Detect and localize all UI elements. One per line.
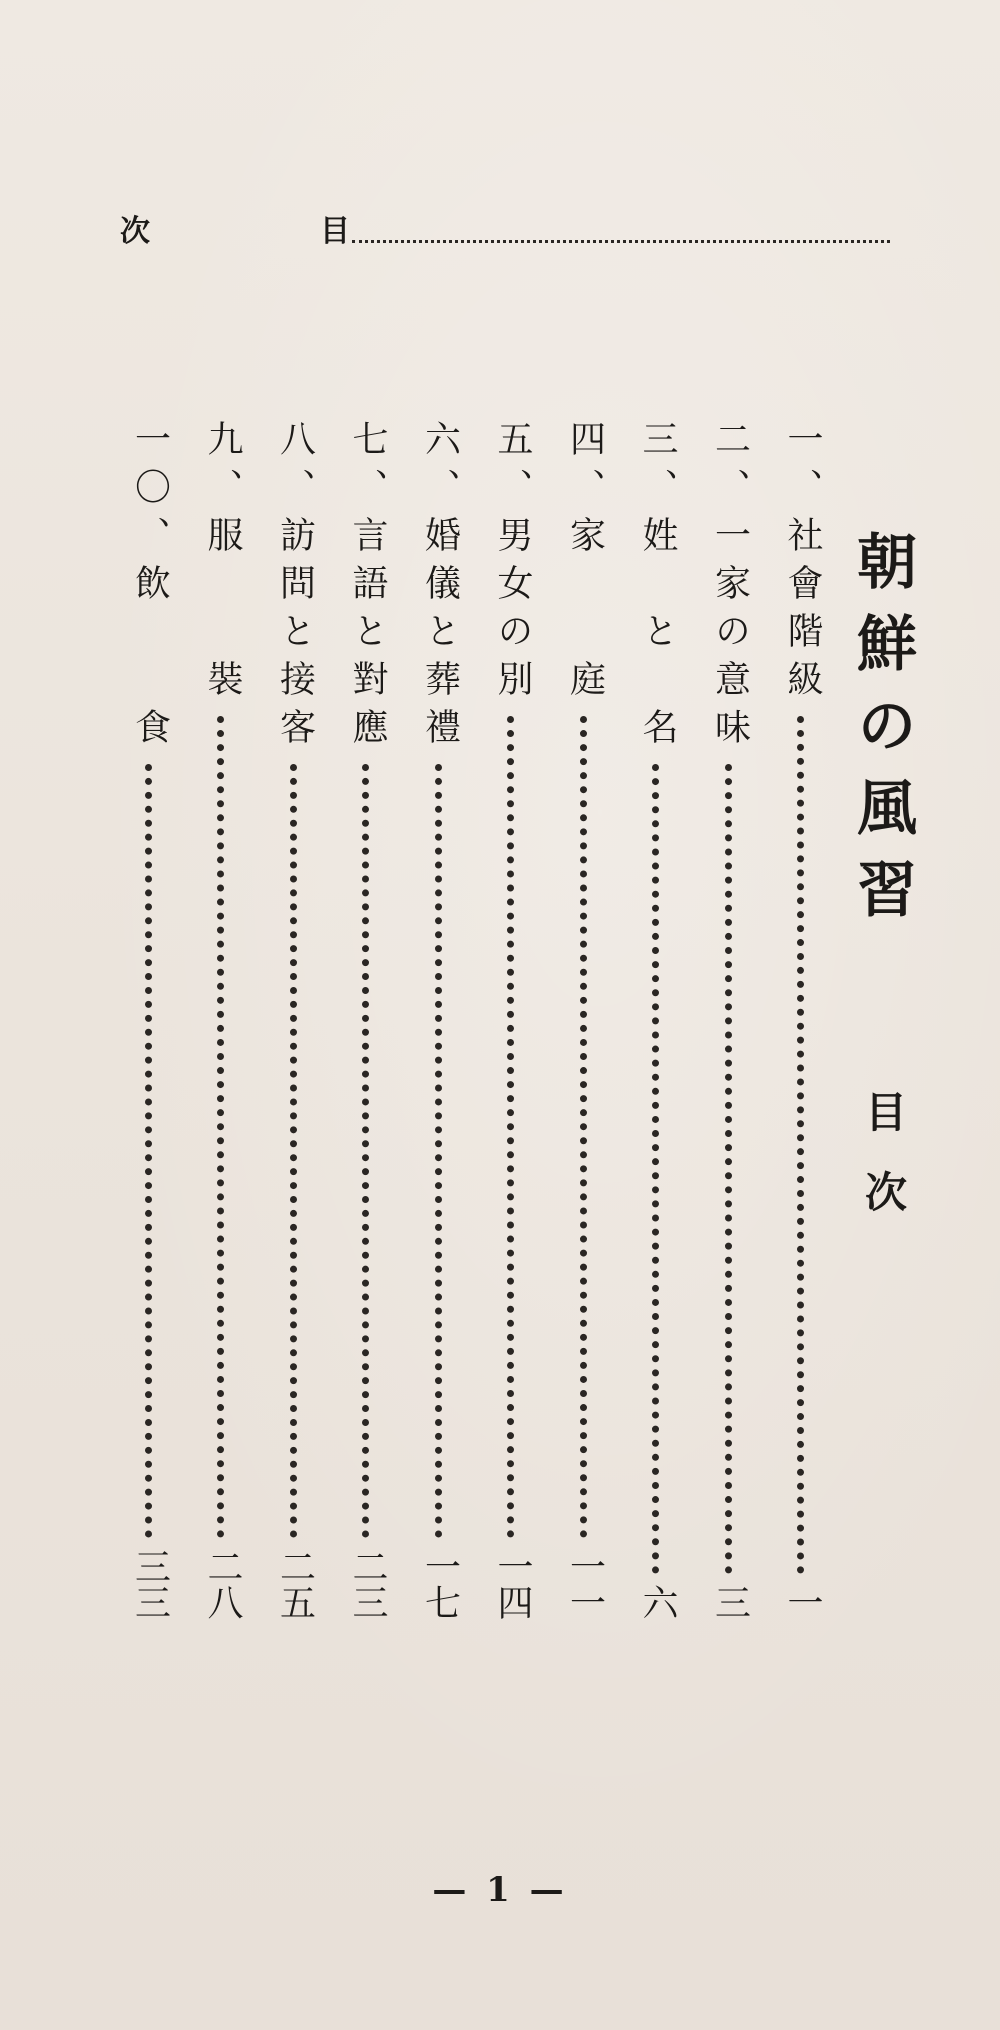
toc-entry <box>704 420 756 1620</box>
toc-entry <box>269 420 321 1620</box>
toc-entry-title: 三、姓 と 名 <box>637 420 678 756</box>
toc-entry-title: 七、言語と對應 <box>347 420 388 756</box>
toc-entry-title: 二、一家の意味 <box>709 420 751 756</box>
toc-entry-title: 八、訪問と接客 <box>274 420 316 756</box>
toc-leader-dots <box>725 764 732 1574</box>
toc-entry-title: 六、婚儀と葬禮 <box>419 420 461 756</box>
toc-leader-dots <box>362 764 369 1538</box>
toc-entry <box>776 420 828 1620</box>
running-header-moku: 目 <box>320 214 350 249</box>
toc-entry <box>414 420 466 1620</box>
toc-entry <box>124 420 176 1620</box>
toc-leader-dots <box>652 764 659 1574</box>
running-header-rule <box>352 240 890 243</box>
toc-entry-title: 一、社會階級 <box>782 420 823 708</box>
toc-leader-dots <box>797 716 804 1574</box>
toc-leader-dots <box>145 764 152 1538</box>
toc-entry-page: 三三 <box>129 1548 171 1620</box>
toc-leader-dots <box>507 716 514 1538</box>
toc-leader-dots <box>290 764 297 1538</box>
toc-entry-title: 一〇、飲 食 <box>129 420 171 756</box>
running-header <box>120 210 890 254</box>
toc-leader-dots <box>580 716 587 1538</box>
toc-entry-page: 三 <box>709 1584 751 1620</box>
toc-entry-page: 二三 <box>347 1548 388 1620</box>
toc-entry <box>631 420 683 1620</box>
toc-entry-page: 二五 <box>274 1548 316 1620</box>
toc-leader-dots <box>435 764 442 1538</box>
toc-leader-dots <box>217 716 224 1538</box>
toc-entry-title: 四、家 庭 <box>564 420 606 708</box>
toc-entry-page: 六 <box>637 1584 678 1620</box>
toc-entry-title: 九、服 裝 <box>202 420 243 708</box>
toc-label: 目次 <box>859 1090 908 1250</box>
toc-entry-title: 五、男女の別 <box>492 420 533 708</box>
toc-entry-page: 一一 <box>564 1548 606 1620</box>
running-header-ji: 次 <box>120 214 150 249</box>
toc-entry <box>196 420 248 1620</box>
toc-entry <box>486 420 538 1620</box>
toc-entry <box>559 420 611 1620</box>
toc-entry-page: 一 <box>782 1584 823 1620</box>
toc-entry-page: 二八 <box>202 1548 243 1620</box>
book-title: 朝鮮の風習 <box>847 530 917 940</box>
toc-entry-page: 一四 <box>492 1548 533 1620</box>
toc-entry <box>341 420 393 1620</box>
toc-entry-page: 一七 <box>419 1548 461 1620</box>
page-number: — 1 — <box>432 1870 568 1910</box>
